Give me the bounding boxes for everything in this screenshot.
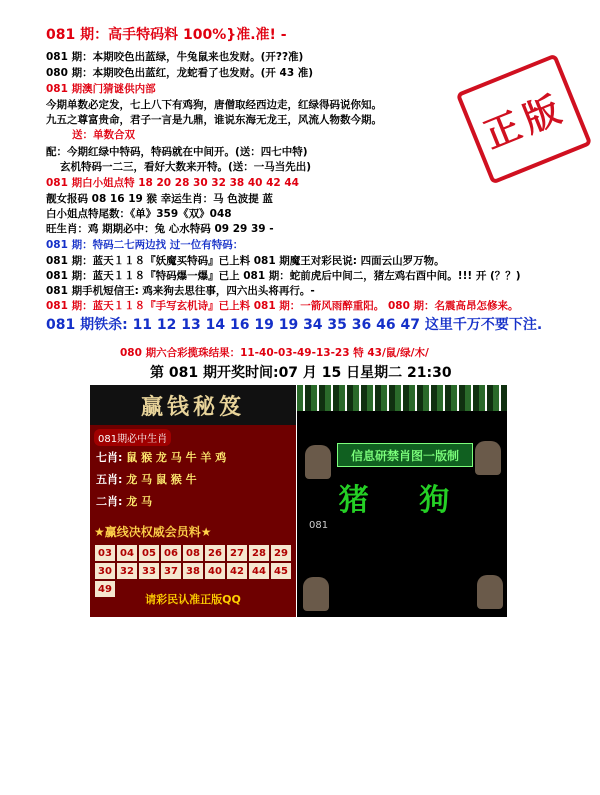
text-line: 081 期：蓝天１１８『手写玄机诗』已上料 081 期：一箭风雨醉重阳。 080 期：名震高昂怎修来。	[46, 300, 519, 312]
text-line: 九五之尊富贵命，君子一言是九鼎，谁说东海无龙王，风流人物数今期。	[46, 114, 382, 126]
poster-banner: 信息研禁肖图一版制	[337, 443, 473, 467]
number-cell: 08	[183, 545, 203, 561]
text-line: 旺生肖：鸡 期期必中：兔 心水特码 09 29 39 -	[46, 223, 274, 235]
issue-number: 081	[309, 520, 329, 531]
number-cell: 27	[227, 545, 247, 561]
text-line: 玄机特码一二三，看好大数来开特。(送：一马当先出)	[60, 161, 312, 173]
text-line: 081 期澳门猜谜供内部	[46, 83, 156, 95]
text-line: 靓女报码 08 16 19 猴 幸运生肖：马 色波提 蓝	[46, 193, 273, 205]
number-cell: 49	[95, 581, 115, 597]
poster-footer: 请彩民认准正版QQ	[145, 593, 241, 606]
zodiac-row: 五肖: 龙 马 鼠 猴 牛	[96, 473, 197, 486]
text-line: 081 期：蓝天１１８『特码爆一爆』已上 081 期：蛇前虎后中间二，猪左鸡右酉中间。!!! 开 (？？)	[46, 270, 521, 282]
text-line: 080 期：本期咬色出蓝红，龙蛇看了也发财。(开 43 准)	[46, 67, 314, 79]
text-line: 081 期白小姐点特 18 20 28 30 32 38 40 42 44	[46, 177, 299, 189]
number-cell: 26	[205, 545, 225, 561]
text-line: 081 期：特码二七两边找 过一位有特码：	[46, 239, 244, 251]
number-cell: 29	[271, 545, 291, 561]
poster-slogan: ★赢线决权威会员料★	[94, 525, 212, 539]
number-cell: 45	[271, 563, 291, 579]
portrait-image	[305, 445, 331, 479]
draw-time-line: 第 081 期开奖时间:07 月 15 日星期二 21:30	[150, 365, 452, 381]
text-line: 白小姐点特尾数：《单》359《双》048	[46, 208, 232, 220]
portrait-image	[303, 577, 329, 611]
lights-decoration	[297, 385, 507, 411]
zodiac-pick: 猪 狗	[338, 483, 470, 518]
number-cell: 40	[205, 563, 225, 579]
number-cell: 06	[161, 545, 181, 561]
zodiac-row: 二肖: 龙 马	[96, 495, 153, 508]
text-line: 081 期：蓝天１１８『妖魔买特码』已上料 081 期魔王对彩民说: 四面云山罗万物。	[46, 255, 445, 267]
left-poster	[90, 385, 296, 617]
number-cell: 28	[249, 545, 269, 561]
text-line: 081 期：本期咬色出蓝绿，牛兔鼠来也发财。(开??准)	[46, 51, 304, 63]
poster-title: 赢钱秘笈	[90, 385, 296, 425]
number-cell: 30	[95, 563, 115, 579]
number-cell: 04	[117, 545, 137, 561]
right-poster	[297, 385, 507, 617]
text-line: 配：今期红绿中特码，特码就在中间开。(送：四七中特)	[46, 146, 308, 158]
zodiac-row: 七肖: 鼠 猴 龙 马 牛 羊 鸡	[96, 451, 227, 464]
portrait-image	[475, 441, 501, 475]
number-cell: 42	[227, 563, 247, 579]
text-line: 今期单数必定发，七上八下有鸡狗，唐僧取经西边走，红绿得码说你知。	[46, 99, 382, 111]
portrait-image	[477, 575, 503, 609]
number-cell: 32	[117, 563, 137, 579]
number-cell: 37	[161, 563, 181, 579]
number-cell: 44	[249, 563, 269, 579]
genuine-stamp: 正版	[456, 53, 593, 184]
result-line: 080 期六合彩揽珠结果：11-40-03-49-13-23 特 43/鼠/绿/木/	[120, 347, 429, 359]
number-cell: 03	[95, 545, 115, 561]
number-cell: 38	[183, 563, 203, 579]
page-title: 081 期：高手特码料 100%}准.准! -	[46, 27, 287, 43]
kill-numbers-line: 081 期铁杀: 11 12 13 14 16 19 19 34 35 36 46 47 这里千万不要下注.	[46, 317, 543, 333]
number-cell: 05	[139, 545, 159, 561]
text-line: 081 期手机短信王: 鸡来狗去思往事，四六出头将再行。-	[46, 285, 315, 297]
number-grid	[95, 545, 291, 597]
poster-subtitle: 081期必中生肖	[94, 429, 171, 446]
text-line: 送：单数合双	[72, 129, 135, 141]
number-cell: 33	[139, 563, 159, 579]
